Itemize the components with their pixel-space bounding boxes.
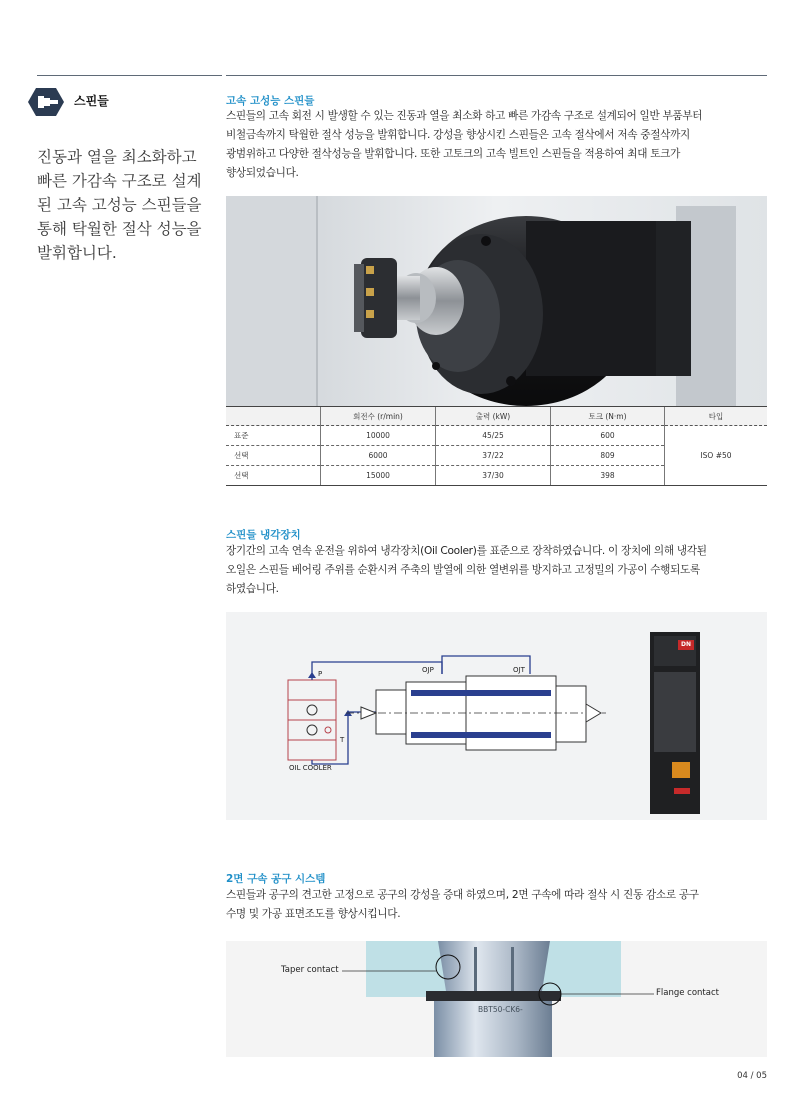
port-t-label: T — [340, 736, 345, 744]
table-row — [226, 426, 767, 446]
oil-cooler-label: OIL COOLER — [289, 764, 332, 772]
spec-cell-label: 선택 — [226, 446, 321, 466]
spindle-spec-table — [226, 406, 767, 486]
oil-cooler-diagram — [226, 612, 767, 820]
spec-cell-rpm: 6000 — [321, 446, 436, 466]
holder-engraving: BBT50-CK6- — [478, 1005, 523, 1014]
cooling-section-title: 스핀들 냉각장치 — [226, 529, 301, 541]
spec-cell-rpm: 15000 — [321, 466, 436, 486]
spec-cell-label: 표준 — [226, 426, 321, 446]
page-number: 04 / 05 — [737, 1071, 767, 1081]
page-tagline: 진동과 열을 최소화하고 빠른 가감속 구조로 설계된 고속 고성능 스핀들을 통해 탁월한 절삭 성능을 발휘합니다. — [37, 148, 202, 262]
port-p-label: P — [318, 670, 323, 678]
spindle-photo — [226, 196, 767, 406]
spec-cell-torque: 398 — [551, 466, 665, 486]
spindle-section-title: 고속 고성능 스핀들 — [226, 95, 315, 107]
spec-cell-torque: 600 — [551, 426, 665, 446]
spec-header-torque: 토크 (N·m) — [551, 407, 665, 426]
clamping-section-title: 2면 구속 공구 시스템 — [226, 873, 326, 885]
spec-cell-label: 선택 — [226, 466, 321, 486]
taper-contact-label: Taper contact — [281, 965, 339, 975]
spec-header-blank — [226, 407, 321, 426]
left-header-rule — [37, 75, 222, 76]
ojt-label: OJT — [513, 666, 525, 674]
spindle-section-body: 스핀들의 고속 회전 시 발생할 수 있는 진동과 열을 최소화 하고 빠른 가감속 구조로 설계되어 일반 부품부터 비철금속까지 탁월한 절삭 성능을 발휘합니다. 강성을 향상시킨 스핀들은 고속 절삭에서 저속 중절삭까지 광범위하고 다양한 절삭성능을 발휘합니다. 또한 고토크의 고속 빌트인 스핀들을 적용하여 최대 토크가 향상되었습니다. — [226, 110, 703, 179]
cabinet-logo: DN — [681, 641, 692, 648]
spec-cell-power: 37/30 — [436, 466, 551, 486]
cooling-section-body: 장기간의 고속 연속 운전을 위하여 냉각장치(Oil Cooler)를 표준으로 장착하였습니다. 이 장치에 의해 냉각된 오일은 스핀들 베어링 주위를 순환시켜 주축의 발열에 의한 열변위를 방지하고 고정밀의 가공이 수행되도록 하였습니다. — [226, 545, 707, 595]
tool-clamping-diagram — [226, 941, 767, 1057]
spec-cell-torque: 809 — [551, 446, 665, 466]
spec-cell-type: ISO #50 — [665, 426, 768, 486]
spec-header-type: 타입 — [665, 407, 768, 426]
spec-cell-power: 37/22 — [436, 446, 551, 466]
spec-cell-rpm: 10000 — [321, 426, 436, 446]
spec-header-power: 출력 (kW) — [436, 407, 551, 426]
right-header-rule — [226, 75, 767, 76]
ojp-label: OJP — [422, 666, 434, 674]
clamping-section-body: 스핀들과 공구의 견고한 고정으로 공구의 강성을 증대 하였으며, 2면 구속에 따라 절삭 시 진동 감소로 공구 수명 및 가공 표면조도를 향상시킵니다. — [226, 889, 699, 920]
spec-table-header-row — [226, 407, 767, 426]
spindle-hexagon-icon — [27, 87, 65, 117]
section-label: 스핀들 — [74, 94, 109, 108]
spec-header-rpm: 회전수 (r/min) — [321, 407, 436, 426]
flange-contact-label: Flange contact — [656, 988, 719, 998]
spec-cell-power: 45/25 — [436, 426, 551, 446]
